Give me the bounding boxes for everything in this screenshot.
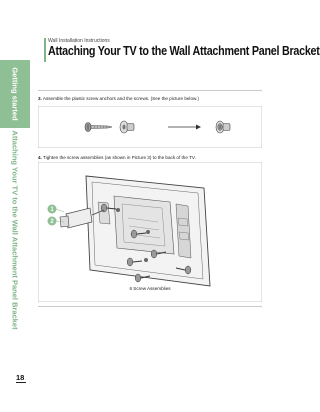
page-number: 18 (16, 373, 25, 382)
callout-2-label: 2 (50, 219, 54, 226)
callout-1-label: 1 (50, 207, 54, 214)
tv-back-figure (38, 162, 262, 302)
step-4-text: Tighten the screw assemblies (as shown in Picture 3) to the back of the TV. (43, 155, 196, 160)
header-subtitle: Wall Installation Instructions (48, 38, 110, 44)
section-tab-label: Getting started (10, 67, 20, 121)
screw-anchor-figure (38, 106, 262, 148)
figure-2-caption: 6 Screw Assemblies (129, 286, 171, 291)
page-title: Attaching Your TV to the Wall Attachment Panel Bracket (48, 44, 320, 58)
step-3-text: Assemble the plastic screw anchors and the screws. (See the picture below.) (42, 96, 199, 101)
side-chapter-label: Attaching Your TV to the Wall Attachment Panel Bracket (10, 130, 20, 330)
header-divider (38, 90, 262, 91)
step-3 (38, 96, 199, 101)
step-3-number: 3. (38, 96, 42, 101)
step-4 (38, 155, 196, 160)
page-number-underline (16, 382, 26, 383)
header-accent-bar (44, 38, 46, 62)
step-4-number: 4. (38, 155, 42, 160)
bottom-divider (38, 306, 262, 307)
